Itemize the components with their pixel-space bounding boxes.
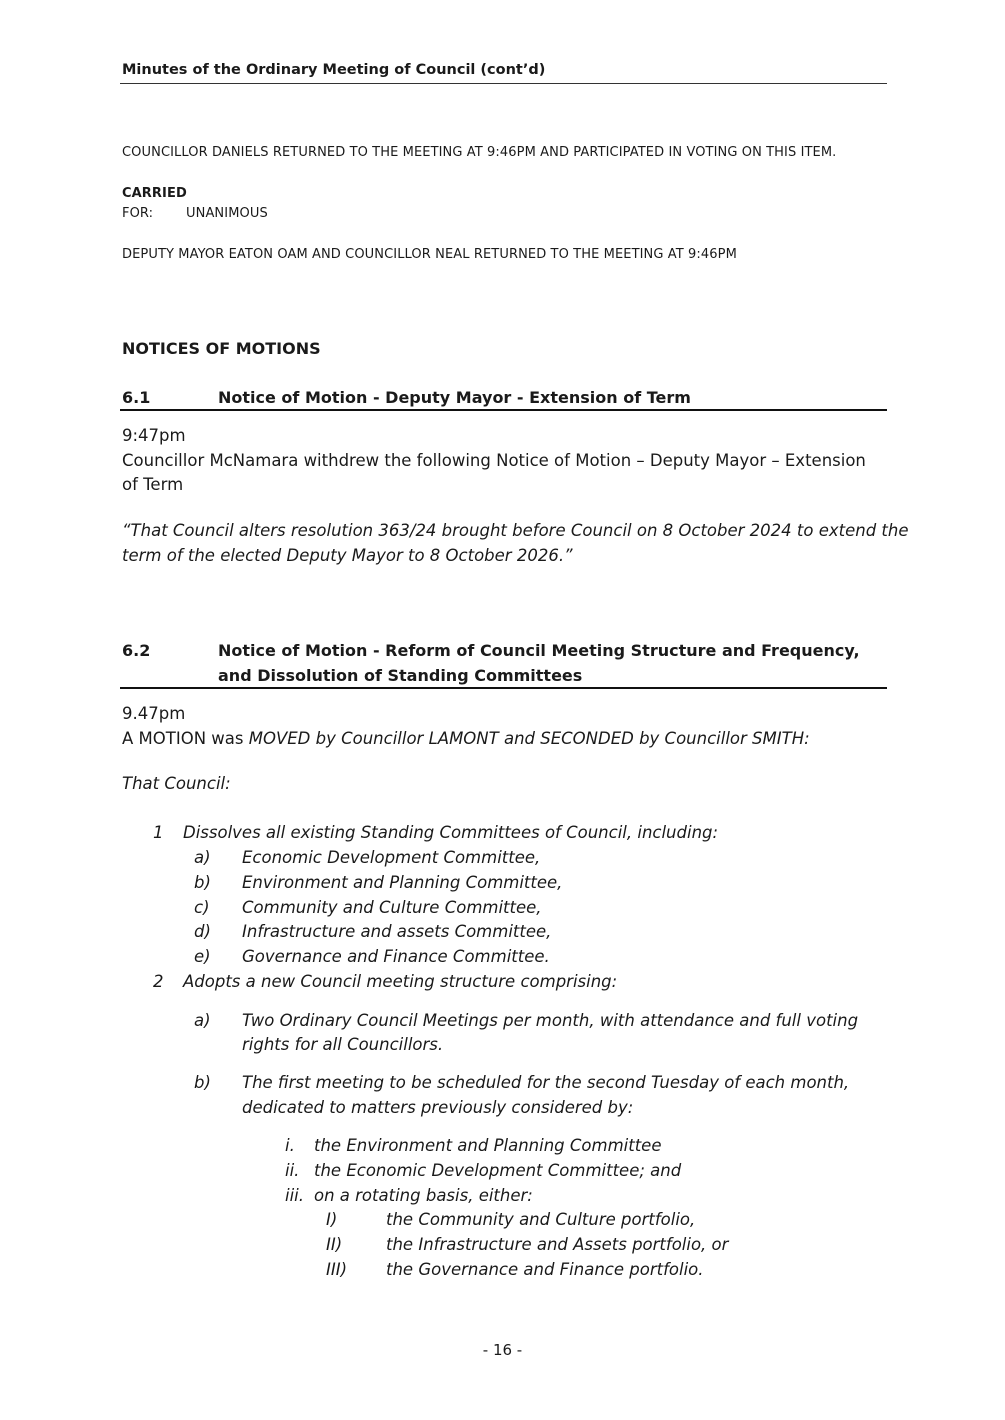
- item-6-2-title-line2: and Dissolution of Standing Committees: [218, 666, 583, 685]
- item-6-1-quote-line1: “That Council alters resolution 363/24 brought before Council on 8 October 2024 to extend the: [122, 521, 909, 540]
- roman-ii-label: ii.: [285, 1161, 300, 1180]
- for-value: UNANIMOUS: [186, 206, 268, 221]
- for-label: FOR:: [122, 206, 154, 221]
- running-header: Minutes of the Ordinary Meeting of Council (cont’d): [122, 62, 546, 78]
- roman-iii-label: iii.: [285, 1186, 304, 1205]
- point-2a-label: a): [194, 1011, 211, 1030]
- point-1b-text: Environment and Planning Committee,: [242, 873, 563, 892]
- item-6-1-text-line1: Councillor McNamara withdrew the following Notice of Motion – Deputy Mayor – Extension: [122, 451, 866, 470]
- item-6-1-text-line2: of Term: [122, 475, 184, 494]
- point-1a-label: a): [194, 848, 211, 867]
- item-6-1-number: 6.1: [122, 388, 151, 407]
- page-number: - 16 -: [482, 1341, 523, 1359]
- point-1e-text: Governance and Finance Committee.: [242, 947, 550, 966]
- point-2b-line1: The first meeting to be scheduled for the second Tuesday of each month,: [242, 1073, 850, 1092]
- item-6-1-quote-line2: term of the elected Deputy Mayor to 8 October 2026.”: [122, 546, 573, 565]
- point-1e-label: e): [194, 947, 211, 966]
- eaton-neal-returned-note: DEPUTY MAYOR EATON OAM AND COUNCILLOR NEAL RETURNED TO THE MEETING AT 9:46PM: [122, 247, 737, 262]
- item-6-2-number: 6.2: [122, 641, 151, 660]
- item-6-2-title-line1: Notice of Motion - Reform of Council Meeting Structure and Frequency,: [218, 641, 860, 660]
- motion-movers: MOVED by Councillor LAMONT and SECONDED by Councillor SMITH:: [248, 729, 810, 748]
- point-1b-label: b): [194, 873, 211, 892]
- portfolio-3-label: III): [326, 1260, 348, 1279]
- item-6-1-time: 9:47pm: [122, 426, 186, 445]
- point-1a-text: Economic Development Committee,: [242, 848, 541, 867]
- header-rule: [120, 83, 887, 84]
- point-1-text: Dissolves all existing Standing Committees of Council, including:: [183, 823, 719, 842]
- section-heading: NOTICES OF MOTIONS: [122, 339, 321, 358]
- point-2b-line2: dedicated to matters previously considered by:: [242, 1098, 634, 1117]
- carried-label: CARRIED: [122, 186, 187, 201]
- portfolio-2-text: the Infrastructure and Assets portfolio, or: [386, 1235, 729, 1254]
- roman-ii-text: the Economic Development Committee; and: [314, 1161, 682, 1180]
- portfolio-1-label: I): [326, 1210, 338, 1229]
- roman-i-text: the Environment and Planning Committee: [314, 1136, 662, 1155]
- item-6-1-title: Notice of Motion - Deputy Mayor - Extension of Term: [218, 388, 691, 407]
- that-council: That Council:: [122, 774, 231, 793]
- point-2a-line1: Two Ordinary Council Meetings per month, with attendance and full voting: [242, 1011, 859, 1030]
- point-2a-line2: rights for all Councillors.: [242, 1035, 444, 1054]
- portfolio-2-label: II): [326, 1235, 343, 1254]
- point-2-text: Adopts a new Council meeting structure comprising:: [183, 972, 618, 991]
- portfolio-3-text: the Governance and Finance portfolio.: [386, 1260, 704, 1279]
- motion-prefix: A MOTION was: [122, 729, 249, 748]
- daniels-returned-note: COUNCILLOR DANIELS RETURNED TO THE MEETING AT 9:46PM AND PARTICIPATED IN VOTING ON THIS ITEM.: [122, 145, 837, 160]
- point-1d-text: Infrastructure and assets Committee,: [242, 922, 552, 941]
- item-6-1-rule: [120, 409, 887, 411]
- portfolio-1-text: the Community and Culture portfolio,: [386, 1210, 696, 1229]
- point-2b-label: b): [194, 1073, 211, 1092]
- item-6-2-time: 9.47pm: [122, 704, 186, 723]
- item-6-2-rule: [120, 687, 887, 689]
- roman-i-label: i.: [285, 1136, 295, 1155]
- point-1d-label: d): [194, 922, 211, 941]
- roman-iii-text: on a rotating basis, either:: [314, 1186, 533, 1205]
- motion-line: [122, 729, 810, 748]
- point-1-number: 1: [153, 823, 164, 842]
- point-1c-label: c): [194, 898, 210, 917]
- point-2-number: 2: [153, 972, 164, 991]
- point-1c-text: Community and Culture Committee,: [242, 898, 542, 917]
